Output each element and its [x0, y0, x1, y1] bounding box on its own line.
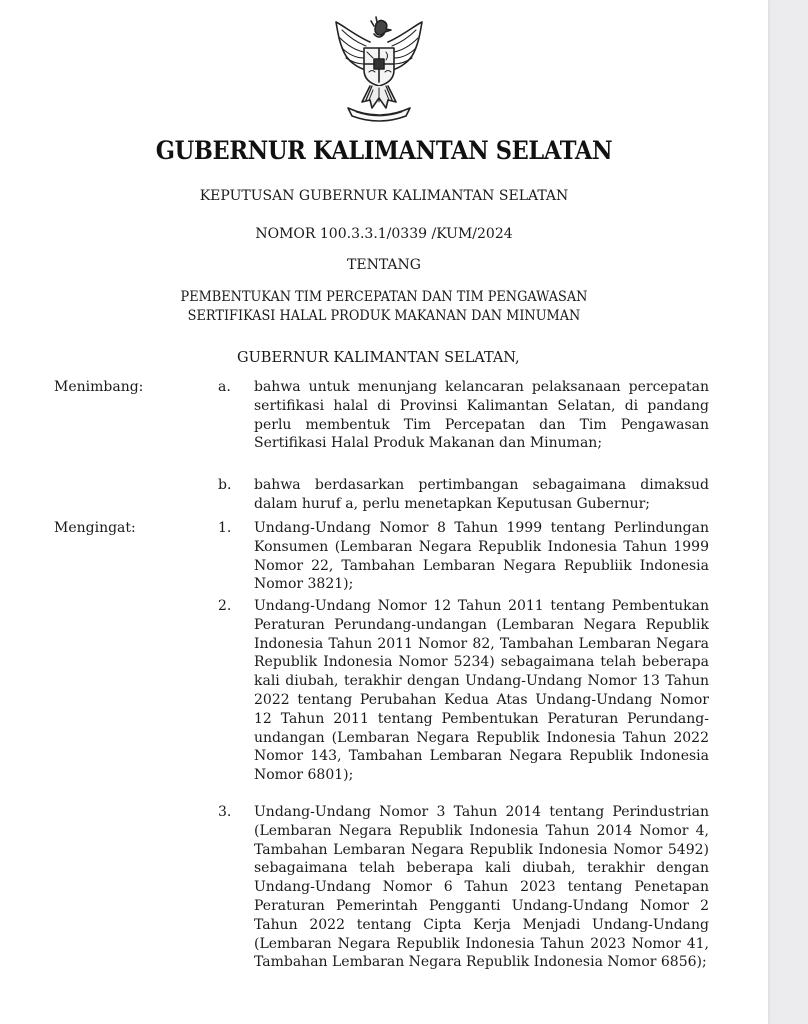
decree-title: KEPUTUSAN GUBERNUR KALIMANTAN SELATAN	[199, 188, 569, 204]
garuda-emblem-icon	[326, 16, 432, 126]
menimbang-item-marker: b.	[218, 477, 232, 493]
menimbang-item-text: bahwa untuk menunjang kelancaran pelaksanaan percepatan sertifikasi halal di Provinsi Kalimantan Selatan, di pandang perlu membentuk Tim Percepatan dan Tim Pengawasan Sertifikasi Halal Produk Makanan dan Minuman;	[254, 379, 709, 452]
mengingat-item-text: Undang-Undang Nomor 12 Tahun 2011 tentang Pembentukan Peraturan Perundang-undangan (Lembaran Negara Republik Indonesia Tahun 2011 Nomor 82, Tambahan Lembaran Negara Republik Indonesia Nomor 5234) sebagaimana telah beberapa kali diubah, terakhir dengan Undang-Undang Nomor 13 Tahun 2022 tentang Perubahan Kedua Atas Undang-Undang Nomor 12 Tahun 2011 tentang Pembentukan Peraturan Perundang-undangan (Lembaran Negara Republik Indonesia Tahun 2022 Nomor 143, Tambahan Lembaran Negara Republik Indonesia Nomor 6801);	[254, 598, 709, 784]
subject-line-2: SERTIFIKASI HALAL PRODUK MAKANAN DAN MINUMAN	[187, 308, 581, 324]
mengingat-item-text: Undang-Undang Nomor 8 Tahun 1999 tentang Perlindungan Konsumen (Lembaran Negara Republik Indonesia Tahun 1999 Nomor 22, Tambahan Lembaran Negara Republiik Indonesia Nomor 3821);	[254, 520, 709, 593]
office-title: GUBERNUR KALIMANTAN SELATAN	[155, 136, 613, 165]
subject-line-1: PEMBENTUKAN TIM PERCEPATAN DAN TIM PENGAWASAN	[180, 289, 588, 305]
menimbang-item-marker: a.	[218, 379, 231, 395]
about-label: TENTANG	[347, 257, 421, 273]
mengingat-label: Mengingat:	[54, 520, 136, 536]
mengingat-item-text: Undang-Undang Nomor 3 Tahun 2014 tentang Perindustrian (Lembaran Negara Republik Indonesia Tahun 2014 Nomor 4, Tambahan Lembaran Negara Republik Indonesia Nomor 5492) sebagaimana telah beberapa kali diubah, terakhir dengan Undang-Undang Nomor 6 Tahun 2023 tentang Penetapan Peraturan Pemerintah Pengganti Undang-Undang Nomor 2 Tahun 2022 tentang Cipta Kerja Menjadi Undang-Undang (Lembaran Negara Republik Indonesia Tahun 2023 Nomor 41, Tambahan Lembaran Negara Republik Indonesia Nomor 6856);	[254, 804, 709, 971]
mengingat-item-marker: 1.	[218, 520, 232, 536]
decree-number: NOMOR 100.3.3.1/0339 /KUM/2024	[255, 226, 513, 242]
mengingat-item-marker: 2.	[218, 598, 232, 614]
mengingat-item-marker: 3.	[218, 804, 232, 820]
menimbang-label: Menimbang:	[54, 379, 144, 395]
governor-salutation: GUBERNUR KALIMANTAN SELATAN,	[237, 350, 520, 366]
menimbang-item-text: bahwa berdasarkan pertimbangan sebagaimana dimaksud dalam huruf a, perlu menetapkan Keputusan Gubernur;	[254, 477, 709, 512]
